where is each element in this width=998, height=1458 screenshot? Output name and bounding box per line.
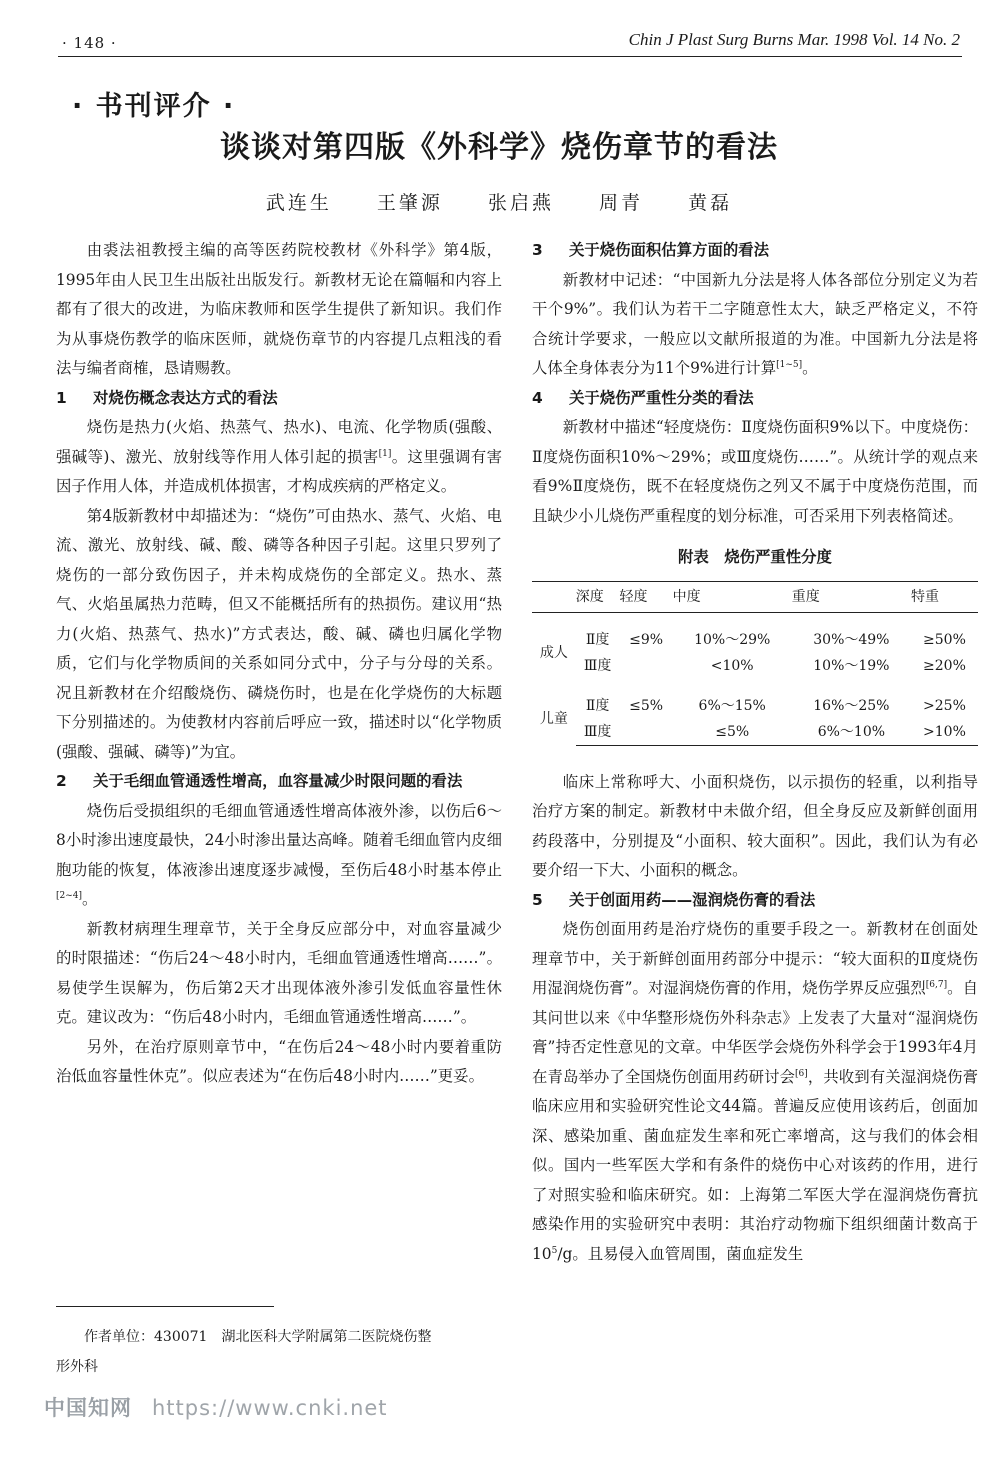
section-2-paragraph-2: 新教材病理生理章节，关于全身反应部分中，对血容量减少的时限描述：“伤后24～48小时内，毛细血管通透性增高……”。易使学生误解为，伤后第2天才出现体液外渗引发低血容量性休克。建议改为：“伤后48小时内，毛细血管通透性增高……”。 xyxy=(56,919,502,1026)
watermark-url: https://www.cnki.net xyxy=(152,1396,388,1420)
table-caption: 附表 烧伤严重性分度 xyxy=(678,548,832,566)
author-name: 张启燕 xyxy=(487,192,554,214)
table-cell: ≥50% xyxy=(923,631,966,648)
table-cell: 10%～19% xyxy=(813,657,890,674)
table-group-cell: 儿童 xyxy=(539,710,568,727)
table-cell: 6%～15% xyxy=(698,697,766,714)
citation-ref: [1~5] xyxy=(776,359,803,370)
exponent: 5 xyxy=(551,1245,558,1256)
table-cell: Ⅲ度 xyxy=(576,719,620,746)
section-3-heading: 3 关于烧伤面积估算方面的看法 xyxy=(532,241,770,259)
table-cell xyxy=(620,653,673,679)
left-column xyxy=(56,236,502,1092)
journal-citation: Chin J Plast Surg Burns Mar. 1998 Vol. 14 No. 2 xyxy=(628,30,960,49)
table-cell: >10% xyxy=(911,719,978,746)
table-cell: 10%～29% xyxy=(694,631,771,648)
watermark-brand: 中国知网 xyxy=(44,1396,132,1420)
section-3-paragraph: 新教材中记述：“中国新九分法是将人体各部位分别定义为若干个9%”。我们认为若干二字随意性太大，缺乏严格定义，不符合统计学要求，一般应以文献所报道的为准。中国新九分法是将人体全身体表分为11个9%进行计算[1~5]。 xyxy=(532,270,978,377)
table-row xyxy=(532,693,978,719)
table-row xyxy=(532,627,978,653)
table-cell: >25% xyxy=(923,697,966,714)
author-name: 武连生 xyxy=(265,192,332,214)
table-header-cell: 轻度 xyxy=(620,581,673,612)
table-row xyxy=(532,719,978,746)
article-title: 谈谈对第四版《外科学》烧伤章节的看法 xyxy=(220,130,778,165)
section-5-heading: 5 关于创面用药——湿润烧伤膏的看法 xyxy=(532,890,816,909)
author-name: 周青 xyxy=(599,192,644,214)
right-column xyxy=(532,236,978,1269)
table-cell: 6%～10% xyxy=(792,719,911,746)
table-cell: ≤5% xyxy=(673,719,792,746)
citation-ref: [6] xyxy=(795,1068,808,1079)
section-1-paragraph-1: 烧伤是热力(火焰、热蒸气、热水)、电流、化学物质(强酸、强碱等)、激光、放射线等作用人体引起的损害[1]。这里强调有害因子作用人体，并造成机体损害，才构成疾病的严格定义。 xyxy=(56,418,502,495)
table-cell: ≤9% xyxy=(629,631,664,648)
table-row xyxy=(532,653,978,679)
footnote-rule xyxy=(56,1306,274,1307)
burn-severity-table xyxy=(532,581,978,746)
section-2-heading: 2 关于毛细血管通透性增高，血容量减少时限问题的看法 xyxy=(56,772,463,790)
author-name: 王肇源 xyxy=(376,192,443,214)
table-header-cell: 重度 xyxy=(792,581,911,612)
table-header-cell xyxy=(532,581,576,612)
table-header-cell: 深度 xyxy=(576,581,620,612)
header-rule xyxy=(58,56,962,57)
citation-ref: [1] xyxy=(378,448,392,459)
citation-ref: [6,7] xyxy=(925,979,948,990)
table-group-cell: 成人 xyxy=(539,644,568,661)
intro-paragraph: 由裘法祖教授主编的高等医药院校教材《外科学》第4版，1995年由人民卫生出版社出版发行。新教材无论在篇幅和内容上都有了很大的改进，为临床教师和医学生提供了新知识。我们作为从事烧伤教学的临床医师，就烧伤章节的内容提几点粗浅的看法与编者商榷，恳请赐教。 xyxy=(56,241,502,377)
table-cell: ≤5% xyxy=(629,697,664,714)
author-list xyxy=(0,188,998,215)
cnki-watermark xyxy=(44,1392,388,1422)
table-header-cell: 特重 xyxy=(911,581,978,612)
table-cell xyxy=(620,719,673,746)
table-cell: Ⅱ度 xyxy=(585,631,610,648)
table-header-row xyxy=(532,581,978,612)
section-4-paragraph-1: 新教材中描述“轻度烧伤：Ⅱ度烧伤面积9%以下。中度烧伤：Ⅱ度烧伤面积10%～29%；或Ⅲ度烧伤……”。从统计学的观点来看9%Ⅱ度烧伤，既不在轻度烧伤之列又不属于中度烧伤范围，而且缺少小儿烧伤严重程度的划分标准，可否采用下列表格简述。 xyxy=(532,418,978,525)
author-name: 黄磊 xyxy=(688,192,733,214)
table-cell: 30%～49% xyxy=(813,631,890,648)
table-cell: 16%～25% xyxy=(813,697,890,714)
table-cell: <10% xyxy=(710,657,754,674)
section-2-paragraph-3: 另外，在治疗原则章节中，“在伤后24～48小时内要着重防治低血容量性休克”。似应表述为“在伤后48小时内……”更妥。 xyxy=(56,1037,502,1085)
table-header-cell: 中度 xyxy=(673,581,792,612)
section-5-paragraph: 烧伤创面用药是治疗烧伤的重要手段之一。新教材在创面处理章节中，关于新鲜创面用药部分中提示：“较大面积的Ⅱ度烧伤用湿润烧伤膏”。对湿润烧伤膏的作用，烧伤学界反应强烈[6,7]。自其问世以来《中华整形烧伤外科杂志》上发表了大量对“湿润烧伤膏”持否定性意见的文章。中华医学会烧伤外科学会于1993年4月在青岛举办了全国烧伤创面用药研讨会[6]，共收到有关湿润烧伤膏临床应用和实验研究性论文44篇。普遍反应使用该药后，创面加深、感染加重、菌血症发生率和死亡率增高，这与我们的体会相似。国内一些军医大学和有条件的烧伤中心对该药的作用，进行了对照实验和临床研究。如：上海第二军医大学在湿润烧伤膏抗感染作用的实验研究中表明：其治疗动物痂下组织细菌计数高于$10^5/g$。且易侵入血管周围，菌血症发生 xyxy=(532,920,978,1263)
section-4-paragraph-2: 临床上常称呼大、小面积烧伤，以示损伤的轻重，以利指导治疗方案的制定。新教材中未做介绍，但全身反应及新鲜创面用药段落中，分别提及“小面积、较大面积”。因此，我们认为有必要介绍一下大、小面积的概念。 xyxy=(532,772,978,879)
section-1-heading: 1 对烧伤概念表达方式的看法 xyxy=(56,388,278,407)
section-tag: · 书刊评介 · xyxy=(72,91,236,122)
section-4-heading: 4 关于烧伤严重性分类的看法 xyxy=(532,388,754,407)
citation-ref: [2~4] xyxy=(56,890,83,901)
section-2-paragraph-1: 烧伤后受损组织的毛细血管通透性增高体液外渗，以伤后6～8小时渗出速度最快，24小时渗出量达高峰。随着毛细血管内皮细胞功能的恢复，体液渗出速度逐步减慢，至伤后48小时基本停止[2~4]。 xyxy=(56,801,502,908)
section-1-paragraph-2: 第4版新教材中却描述为：“烧伤”可由热水、蒸气、火焰、电流、激光、放射线、碱、酸、磷等各种因子引起。这里只罗列了烧伤的一部分致伤因子，并未构成烧伤的全部定义。热水、蒸气、火焰虽属热力范畴，但又不能概括所有的热损伤。建议用“热力(火焰、热蒸气、热水)”方式表达，酸、碱、磷也归属化学物质，它们与化学物质间的关系如同分式中，分子与分母的关系。况且新教材在介绍酸烧伤、磷烧伤时，也是在化学烧伤的大标题下分别描述的。为使教材内容前后呼应一致，描述时以“化学物质(强酸、强碱、磷等)”为宜。 xyxy=(56,506,502,761)
author-affiliation-footnote xyxy=(56,1322,506,1382)
table-cell: Ⅲ度 xyxy=(583,657,612,674)
footnote-line: 形外科 xyxy=(56,1359,98,1375)
table-cell: Ⅱ度 xyxy=(585,697,610,714)
page-number: · 148 · xyxy=(62,34,117,52)
table-cell: ≥20% xyxy=(923,657,966,674)
footnote-line: 作者单位：430071 湖北医科大学附属第二医院烧伤整 xyxy=(84,1329,432,1345)
